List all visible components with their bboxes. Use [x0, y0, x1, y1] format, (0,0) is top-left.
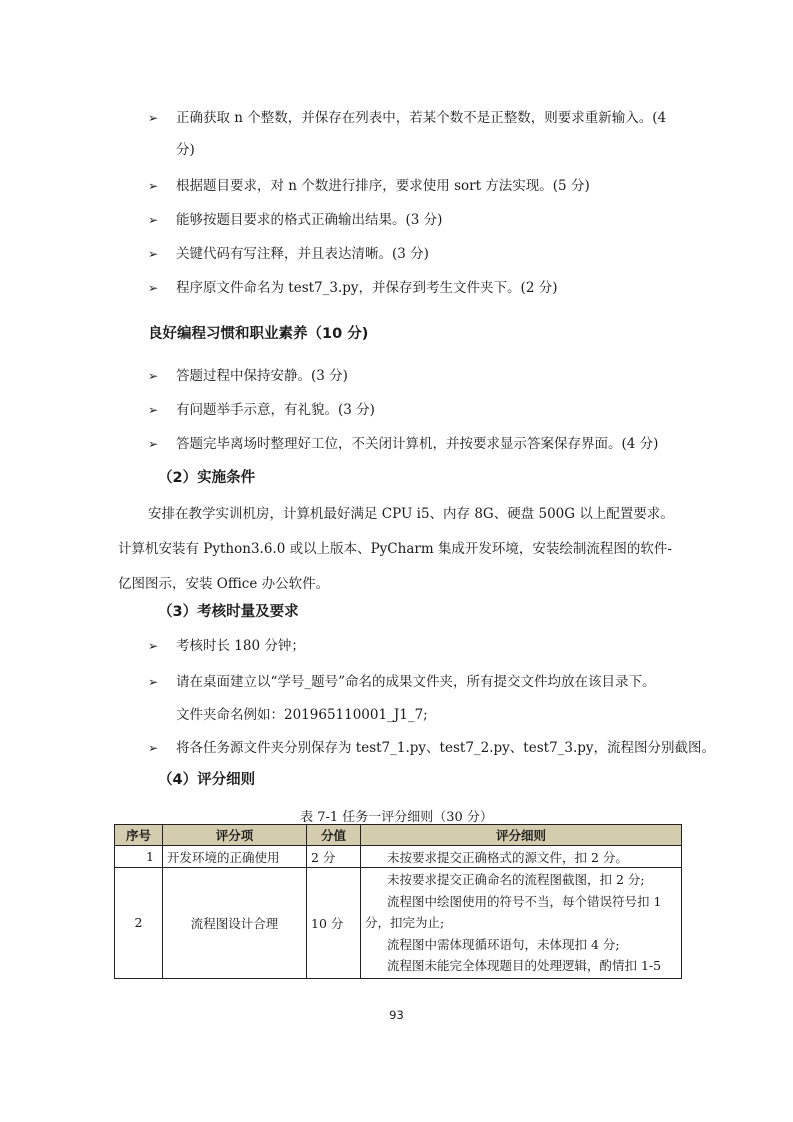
bullet-text: 关键代码有写注释，并且表达清晰。(3 分): [176, 246, 429, 262]
bullet-arrow-icon: ➢: [148, 213, 159, 227]
cell-details: [361, 868, 682, 979]
table-caption: 表 7-1 任务一评分细则（30 分）: [300, 810, 493, 825]
bullet-text-continuation: 分): [176, 142, 195, 158]
bullet-arrow-icon: ➢: [148, 281, 159, 295]
bullet-text: 根据题目要求，对 n 个数进行排序，要求使用 sort 方法实现。(5 分): [176, 178, 590, 194]
bullet-text: 将各任务源文件夹分别保存为 test7_1.py、test7_2.py、test7_3.py，流程图分别截图。: [176, 740, 716, 756]
scoring-table: [114, 824, 682, 979]
bullet-text: 答题过程中保持安静。(3 分): [176, 368, 348, 384]
bullet-text: 正确获取 n 个整数，并保存在列表中，若某个数不是正整数，则要求重新输入。(4: [176, 110, 667, 126]
detail-line: 流程图未能完全体现题目的处理逻辑，酌情扣 1-5: [387, 958, 662, 973]
header-no: 序号: [115, 825, 163, 846]
bullet-arrow-icon: ➢: [148, 741, 159, 755]
header-details: 评分细则: [361, 825, 682, 846]
header-score: 分值: [307, 825, 361, 846]
cell-no: 1: [115, 846, 163, 868]
page-number: 93: [389, 1008, 404, 1022]
detail-line: 流程图中绘图使用的符号不当，每个错误符号扣 1: [387, 893, 662, 909]
bullet-text: 能够按题目要求的格式正确输出结果。(3 分): [176, 212, 443, 228]
paragraph-line: 计算机安装有 Python3.6.0 或以上版本、PyCharm 集成开发环境，安装绘制流程图的软件-: [118, 541, 672, 557]
cell-item: 开发环境的正确使用: [163, 846, 307, 868]
bullet-arrow-icon: ➢: [148, 403, 159, 417]
cell-item: 流程图设计合理: [163, 868, 307, 979]
section-heading-time: （3）考核时量及要求: [158, 604, 299, 620]
section-heading-habits: 良好编程习惯和职业素养（10 分): [148, 326, 369, 342]
bullet-text: 请在桌面建立以“学号_题号”命名的成果文件夹，所有提交文件均放在该目录下。: [176, 674, 656, 690]
paragraph-line: 亿图图示，安装 Office 办公软件。: [118, 576, 330, 592]
detail-line: 未按要求提交正确命名的流程图截图，扣 2 分;: [387, 872, 645, 887]
bullet-text: 考核时长 180 分钟；: [176, 638, 305, 654]
bullet-text: 答题完毕离场时整理好工位，不关闭计算机，并按要求显示答案保存界面。(4 分): [176, 436, 659, 452]
bullet-arrow-icon: ➢: [148, 179, 159, 193]
paragraph-line: 安排在教学实训机房，计算机最好满足 CPU i5、内存 8G、硬盘 500G 以上配置要求。: [148, 506, 674, 522]
table-row: [115, 868, 682, 979]
section-heading-conditions: （2）实施条件: [158, 470, 256, 486]
cell-score: 10 分: [307, 868, 361, 979]
detail-line: 分，扣完为止;: [365, 915, 445, 930]
bullet-arrow-icon: ➢: [148, 437, 159, 451]
header-item: 评分项: [163, 825, 307, 846]
bullet-text-continuation: 文件夹命名例如：201965110001_J1_7;: [176, 707, 428, 723]
bullet-text: 有问题举手示意，有礼貌。(3 分): [176, 402, 375, 418]
cell-score: 2 分: [307, 846, 361, 868]
cell-no: 2: [115, 868, 163, 979]
bullet-arrow-icon: ➢: [148, 111, 159, 125]
bullet-arrow-icon: ➢: [148, 369, 159, 383]
bullet-arrow-icon: ➢: [148, 675, 159, 689]
table-header-row: [115, 825, 682, 846]
bullet-text: 程序原文件命名为 test7_3.py，并保存到考生文件夹下。(2 分): [176, 280, 558, 296]
bullet-arrow-icon: ➢: [148, 247, 159, 261]
bullet-arrow-icon: ➢: [148, 639, 159, 653]
cell-details: 未按要求提交正确格式的源文件，扣 2 分。: [361, 846, 682, 868]
table-row: [115, 846, 682, 868]
section-heading-scoring: （4）评分细则: [158, 772, 256, 788]
detail-line: 流程图中需体现循环语句，未体现扣 4 分;: [387, 936, 620, 952]
